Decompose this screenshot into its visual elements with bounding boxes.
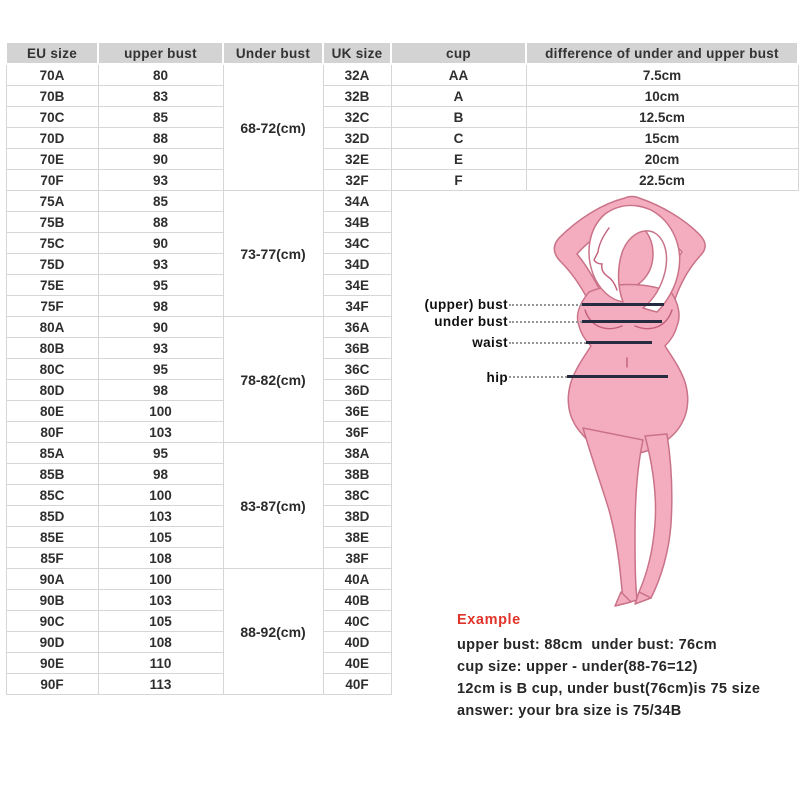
difference-cell: 20cm — [526, 149, 798, 170]
uk-size-cell: 36C — [323, 359, 391, 380]
eu-size-cell: 90C — [6, 611, 98, 632]
upper-bust-cell: 80 — [98, 64, 223, 86]
eu-size-cell: 90B — [6, 590, 98, 611]
example-line-3: 12cm is B cup, under bust(76cm)is 75 size — [457, 681, 761, 697]
upper-bust-cell: 108 — [98, 632, 223, 653]
table-row — [6, 64, 798, 86]
upper-bust-cell: 105 — [98, 527, 223, 548]
example-block — [457, 612, 760, 726]
leader-line-upper-bust — [509, 304, 582, 306]
label-under-bust: under bust — [434, 314, 508, 329]
eu-size-cell: 80B — [6, 338, 98, 359]
uk-size-cell: 36A — [323, 317, 391, 338]
uk-size-cell: 32B — [323, 86, 391, 107]
upper-bust-cell: 98 — [98, 380, 223, 401]
under-bust-cell: 73-77(cm) — [223, 191, 323, 317]
uk-size-cell: 34A — [323, 191, 391, 212]
upper-bust-cell: 110 — [98, 653, 223, 674]
table-row — [6, 128, 798, 149]
left-leg-shape — [583, 428, 643, 604]
upper-bust-cell: 108 — [98, 548, 223, 569]
header-uk-size: UK size — [323, 42, 391, 64]
upper-bust-cell: 105 — [98, 611, 223, 632]
upper-bust-cell: 113 — [98, 674, 223, 695]
upper-bust-cell: 93 — [98, 254, 223, 275]
eu-size-cell: 90D — [6, 632, 98, 653]
difference-cell: 7.5cm — [526, 64, 798, 86]
upper-bust-cell: 85 — [98, 107, 223, 128]
uk-size-cell: 40C — [323, 611, 391, 632]
eu-size-cell: 75D — [6, 254, 98, 275]
eu-size-cell: 80A — [6, 317, 98, 338]
uk-size-cell: 36E — [323, 401, 391, 422]
under-bust-cell: 68-72(cm) — [223, 64, 323, 191]
cup-cell: A — [391, 86, 526, 107]
table-header-row — [6, 42, 798, 64]
header-difference: difference of under and upper bust — [526, 42, 798, 64]
measurement-line-under-bust — [582, 320, 662, 323]
eu-size-cell: 80F — [6, 422, 98, 443]
right-leg-shape — [639, 434, 672, 598]
eu-size-cell: 75C — [6, 233, 98, 254]
under-bust-cell: 88-92(cm) — [223, 569, 323, 695]
upper-bust-cell: 88 — [98, 128, 223, 149]
upper-bust-cell: 85 — [98, 191, 223, 212]
uk-size-cell: 38C — [323, 485, 391, 506]
cup-cell: AA — [391, 64, 526, 86]
leader-line-under-bust — [509, 321, 582, 323]
upper-bust-cell: 90 — [98, 317, 223, 338]
header-upper-bust: upper bust — [98, 42, 223, 64]
example-line-1: upper bust: 88cm under bust: 76cm — [457, 637, 717, 653]
eu-size-cell: 85F — [6, 548, 98, 569]
uk-size-cell: 40F — [323, 674, 391, 695]
table-row — [6, 107, 798, 128]
header-under-bust: Under bust — [223, 42, 323, 64]
leader-line-hip — [509, 376, 567, 378]
uk-size-cell: 40D — [323, 632, 391, 653]
uk-size-cell: 32A — [323, 64, 391, 86]
difference-cell: 15cm — [526, 128, 798, 149]
upper-bust-cell: 90 — [98, 233, 223, 254]
eu-size-cell: 75B — [6, 212, 98, 233]
label-upper-bust: (upper) bust — [424, 297, 508, 312]
eu-size-cell: 85B — [6, 464, 98, 485]
eu-size-cell: 75F — [6, 296, 98, 317]
eu-size-cell: 70A — [6, 64, 98, 86]
uk-size-cell: 40A — [323, 569, 391, 590]
uk-size-cell: 34C — [323, 233, 391, 254]
upper-bust-cell: 103 — [98, 422, 223, 443]
example-title: Example — [457, 612, 521, 628]
uk-size-cell: 40B — [323, 590, 391, 611]
upper-bust-cell: 93 — [98, 170, 223, 191]
upper-bust-cell: 93 — [98, 338, 223, 359]
eu-size-cell: 85D — [6, 506, 98, 527]
eu-size-cell: 80D — [6, 380, 98, 401]
eu-size-cell: 85E — [6, 527, 98, 548]
uk-size-cell: 38E — [323, 527, 391, 548]
uk-size-cell: 32C — [323, 107, 391, 128]
uk-size-cell: 38A — [323, 443, 391, 464]
table-row — [6, 86, 798, 107]
difference-cell: 10cm — [526, 86, 798, 107]
upper-bust-cell: 98 — [98, 296, 223, 317]
eu-size-cell: 90F — [6, 674, 98, 695]
upper-bust-cell: 88 — [98, 212, 223, 233]
cup-cell: C — [391, 128, 526, 149]
eu-size-cell: 85A — [6, 443, 98, 464]
woman-figure-illustration — [525, 180, 765, 610]
upper-bust-cell: 100 — [98, 401, 223, 422]
uk-size-cell: 36B — [323, 338, 391, 359]
upper-bust-cell: 98 — [98, 464, 223, 485]
eu-size-cell: 70D — [6, 128, 98, 149]
under-bust-cell: 83-87(cm) — [223, 443, 323, 569]
eu-size-cell: 70B — [6, 86, 98, 107]
cup-cell: B — [391, 107, 526, 128]
uk-size-cell: 40E — [323, 653, 391, 674]
difference-cell: 12.5cm — [526, 107, 798, 128]
uk-size-cell: 36F — [323, 422, 391, 443]
table-row — [6, 149, 798, 170]
eu-size-cell: 70F — [6, 170, 98, 191]
header-cup: cup — [391, 42, 526, 64]
eu-size-cell: 80C — [6, 359, 98, 380]
cup-cell: E — [391, 149, 526, 170]
measurement-line-waist — [586, 341, 652, 344]
upper-bust-cell: 100 — [98, 485, 223, 506]
example-line-2: cup size: upper - under(88-76=12) — [457, 659, 698, 675]
eu-size-cell: 90A — [6, 569, 98, 590]
upper-bust-cell: 95 — [98, 443, 223, 464]
eu-size-cell: 75A — [6, 191, 98, 212]
uk-size-cell: 34D — [323, 254, 391, 275]
uk-size-cell: 32D — [323, 128, 391, 149]
uk-size-cell: 34F — [323, 296, 391, 317]
uk-size-cell: 38B — [323, 464, 391, 485]
upper-bust-cell: 103 — [98, 506, 223, 527]
cup-cell: F — [391, 170, 526, 191]
upper-bust-cell: 100 — [98, 569, 223, 590]
eu-size-cell: 70E — [6, 149, 98, 170]
difference-cell: 22.5cm — [526, 170, 798, 191]
uk-size-cell: 38F — [323, 548, 391, 569]
header-eu-size: EU size — [6, 42, 98, 64]
measurement-line-hip — [567, 375, 668, 378]
uk-size-cell: 34B — [323, 212, 391, 233]
uk-size-cell: 32F — [323, 170, 391, 191]
eu-size-cell: 80E — [6, 401, 98, 422]
label-hip: hip — [486, 370, 508, 385]
eu-size-cell: 75E — [6, 275, 98, 296]
uk-size-cell: 34E — [323, 275, 391, 296]
under-bust-cell: 78-82(cm) — [223, 317, 323, 443]
uk-size-cell: 36D — [323, 380, 391, 401]
upper-bust-cell: 83 — [98, 86, 223, 107]
measurement-line-upper-bust — [582, 303, 664, 306]
upper-bust-cell: 95 — [98, 359, 223, 380]
uk-size-cell: 32E — [323, 149, 391, 170]
uk-size-cell: 38D — [323, 506, 391, 527]
label-waist: waist — [472, 335, 508, 350]
upper-bust-cell: 103 — [98, 590, 223, 611]
eu-size-cell: 70C — [6, 107, 98, 128]
eu-size-cell: 85C — [6, 485, 98, 506]
eu-size-cell: 90E — [6, 653, 98, 674]
example-line-4: answer: your bra size is 75/34B — [457, 703, 682, 719]
upper-bust-cell: 95 — [98, 275, 223, 296]
upper-bust-cell: 90 — [98, 149, 223, 170]
leader-line-waist — [509, 342, 586, 344]
